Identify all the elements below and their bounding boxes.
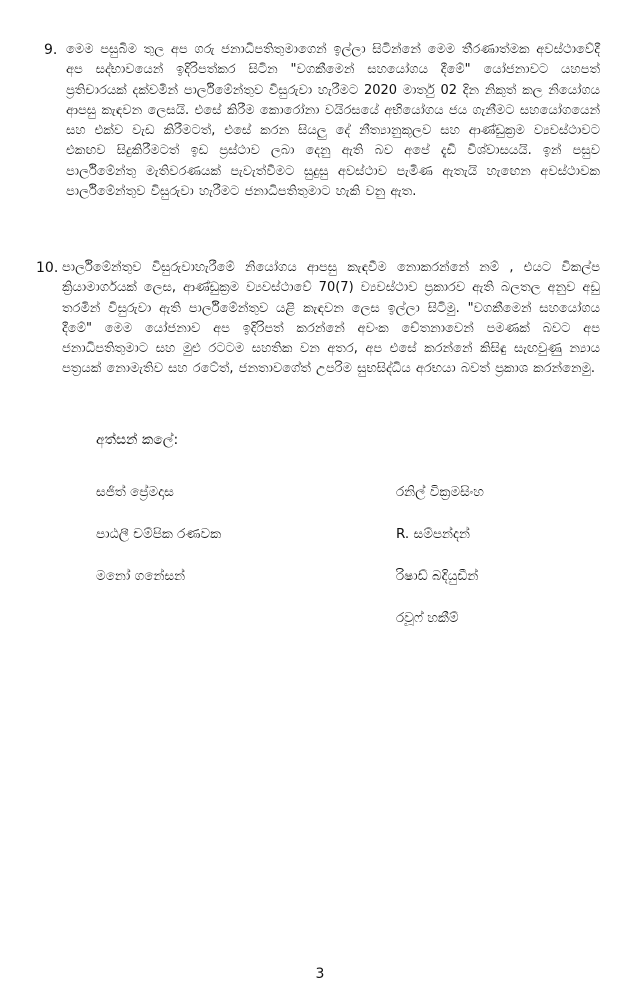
signatory-name: මනෝ ගනේසන් xyxy=(96,568,186,584)
paragraph-number: 10. xyxy=(36,260,59,276)
paragraph-text: පාර්ලිමේන්තුව විසුරුවාහැරීමේ නියෝගය ආපසු කැඳවීම නොකරන්නේ නම් , එයට විකල්ප ක්‍රියාමාර්ගයක් ලෙස, ආණ්ඩුක්‍රම ව්‍යවස්ථාවේ 70(7) ව්‍යවස්ථාව ප්‍රකාරව ඇති බලතල අනුව අඩු තරමින් විසුරුවා ඇති පාර්ලිමේන්තුව යළි කැඳවන ලෙස ඉල්ලා සිටිමු. "වගකීමෙන් සහයෝගය දීමේ" මෙම යෝජනාව අප ඉදිරිපත් කරන්නේ අවංක චේතනාවෙන් පමණක් බවට අප ජනාධිපතිතුමාට සහ මුළු රටටම සහතික වන අතර, අප එසේ කරන්නේ කිසිඳු සැඟවුණු න්‍යාය පත්‍රයක් නොමැතිව සහ රටේත්, ජනතාවගේත් උපරිම සුභසිද්ධිය අරභයා බවත් ප්‍රකාශ කරන්නෙමු. xyxy=(62,260,600,377)
signatory-name: සජිත් ප්‍රේමදාස xyxy=(96,484,174,500)
signatory-name: R. සම්පන්දන් xyxy=(396,526,470,542)
paragraph-9 xyxy=(44,40,600,202)
paragraph-10 xyxy=(36,258,600,380)
signatory-name: රිෂාඩ් බදියුඩීන් xyxy=(396,568,479,584)
signatory-name: පාඨලී චම්පික රණවක xyxy=(96,526,222,542)
page-number: 3 xyxy=(315,966,325,982)
signoff-label: අත්සන් කලේ: xyxy=(96,432,179,448)
signatory-name: රවූෆ් හකීම් xyxy=(396,610,459,626)
paragraph-number: 9. xyxy=(44,42,58,58)
signatory-name: රනිල් වික්‍රමසිංහ xyxy=(396,484,484,500)
paragraph-text: මෙම පසුබිම තුල අප ගරු ජනාධිපතිතුමාගෙන් ඉල්ලා සිටින්නේ මෙම තීරණාත්මක අවස්ථාවේදී අප සද්භාවයෙන් ඉදිරිපත්කර සිටින "වගකීමෙන් සහයෝගය දීමේ" යෝජනාවට යහපත් ප්‍රතිචාරයක් දක්වමින් පාර්ලිමේන්තුව විසුරුවා හැරීමට 2020 මාර්තු 02 දින නිකුත් කල නියෝගය ආපසු කැඳවන ලෙසයි. එසේ කිරීම කොරෝනා වයිරසයේ අභියෝගය ජය ගැනීමට සහයෝගයෙන් සහ එක්ව වැඩ කිරීමටත්, එසේ කරන සියලු දේ නීත්‍යානුකූලව සහ ආණ්ඩුක්‍රම ව්‍යවස්ථාවට එකඟව සිදුකිරීමටත් ඉඩ ප්‍රස්ථාව ලබා දෙනු ඇති බව අපේ දැඩි විශ්වාසයයි. ඉන් පසුව පාර්ලිමේන්තු මැතිවරණයක් පැවැත්වීමට සුදුසු අවස්ථාව පැමිණ ඇතැයි හැඟෙන අවස්ථාවක පාර්ලිමේන්තුව විසුරුවා හැරීමට ජනාධිපතිතුමාට හැකි වනු ඇත. xyxy=(66,42,600,200)
